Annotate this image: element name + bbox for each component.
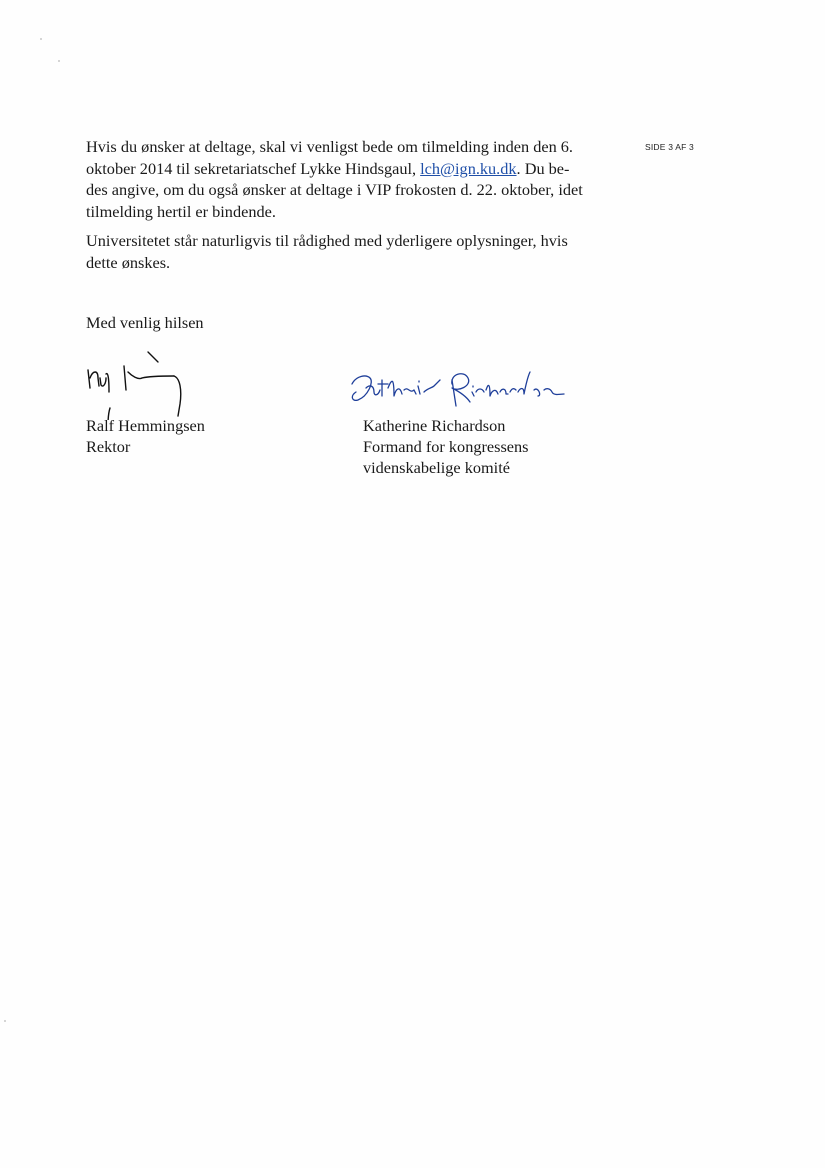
signer-left <box>86 415 205 457</box>
signer-name: Ralf Hemmingsen <box>86 416 205 435</box>
closing-salutation: Med venlig hilsen <box>86 313 204 332</box>
signer-right <box>363 415 529 478</box>
email-link[interactable]: lch@ign.ku.dk <box>420 158 517 178</box>
letter-body <box>86 136 616 273</box>
information-paragraph <box>86 230 616 273</box>
signer-name: Katherine Richardson <box>363 416 506 435</box>
scan-speck <box>40 38 42 40</box>
paragraph-text: . Du be- <box>516 158 570 178</box>
paragraph-line: Universitetet står naturligvis til rådighed med yderligere oplysninger, hvis <box>86 231 568 250</box>
paragraph-line: dette ønskes. <box>86 252 171 272</box>
paragraph-text: oktober 2014 til sekretariatschef Lykke Hindsgaul, <box>86 158 421 178</box>
paragraph-line: des angive, om du også ønsker at deltage i VIP frokosten d. 22. oktober, idet <box>86 180 583 199</box>
signature-left-image <box>84 348 194 420</box>
scan-speck <box>58 60 60 62</box>
signer-title: Rektor <box>86 437 131 456</box>
paragraph-line <box>86 158 616 180</box>
scan-speck <box>4 1020 6 1022</box>
registration-paragraph <box>86 136 616 222</box>
signer-title: Formand for kongressens <box>363 437 529 456</box>
paragraph-line: Hvis du ønsker at deltage, skal vi venligst bede om tilmelding inden den 6. <box>86 137 573 156</box>
signer-title: videnskabelige komité <box>363 458 510 477</box>
signature-right-image <box>348 366 568 412</box>
paragraph-line: tilmelding hertil er bindende. <box>86 201 276 221</box>
page-number: SIDE 3 AF 3 <box>645 142 694 152</box>
